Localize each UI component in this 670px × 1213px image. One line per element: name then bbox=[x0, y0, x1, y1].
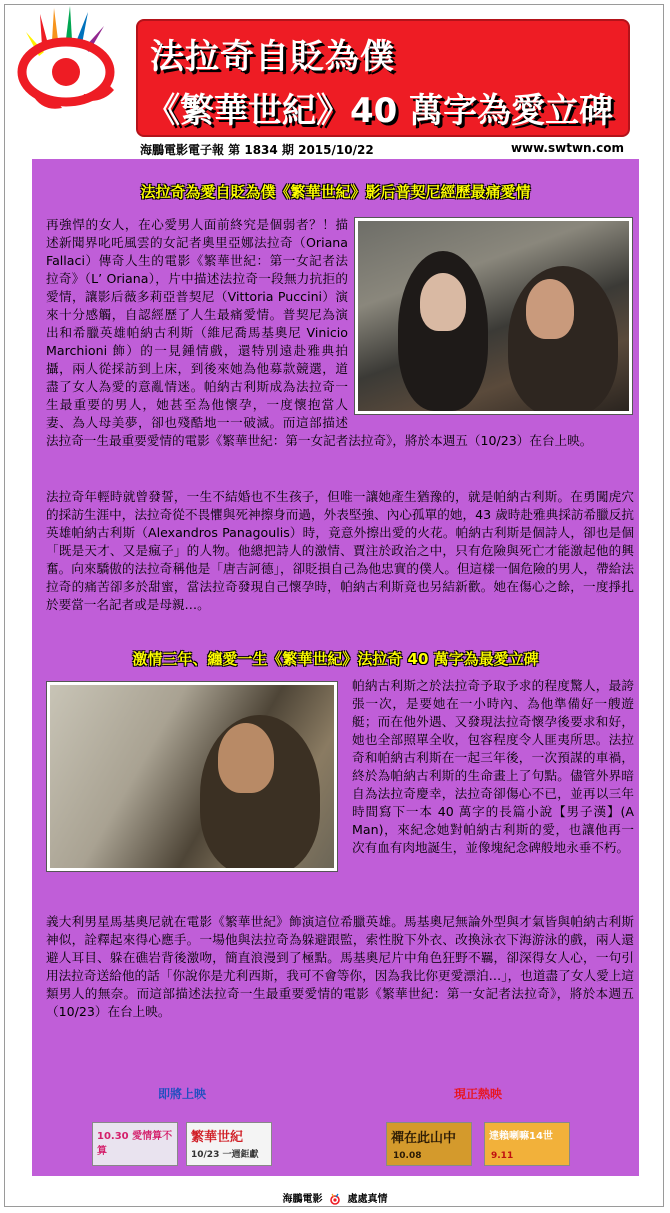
site-link[interactable]: www.swtwn.com bbox=[510, 141, 624, 155]
poster-dalai-lama[interactable] bbox=[484, 1122, 570, 1166]
footer-right-text: 處處真情 bbox=[347, 1194, 388, 1205]
paragraph-1: 再強悍的女人，在心愛男人面前終究是個弱者？！描述新聞界叱吒風雲的女記者奧里亞娜法拉奇（Oriana Fallaci）傳奇人生的電影《繁華世紀：第一女記者法拉奇》（L’ Oriana），片中描述法拉奇一段無力抗拒的愛情，讓影后薇多莉亞普契尼（Vittoria Puccini）演來十分感觸，自認經歷了人生最痛愛情。普契尼為演出和希臘英雄帕納古利斯（維尼喬馬基奧尼 Vinicio Marchioni 飾）的一見鍾情戲，還特別遠赴雅典拍攝，兩人從採訪到上床，到後來她為他募款競選，道盡了女人為愛的意亂情迷。帕納古利斯成為法拉奇一生最重要的男人，她甚至為他懷孕，一度懷抱當人妻、為人母美夢，卻也殘酷地一一破滅。而這部描述法拉奇一生最重要愛情的電影《繁華世紀：第一女記者法拉奇》，將於本週五（10/23）在台上映。 bbox=[46, 217, 593, 448]
paragraph-2: 法拉奇年輕時就曾發誓，一生不結婚也不生孩子，但唯一讓她產生猶豫的，就是帕納古利斯。在勇闖虎穴的採訪生涯中，法拉奇從不畏懼與死神擦身而過，外表堅強、內心孤單的她，43 歲時赴雅典採訪希臘反抗英雄帕納古利斯（Alexandros Panagoulis）時，竟意外擦出愛的火花。帕納古利斯是個詩人，卻也是個「既是天才、又是瘋子」的人物。他總把詩人的激情、賈注於政治之中，只有危險與死亡才能激起他的興奮。向來驕傲的法拉奇稱他是「唐吉訶德」，卻貶損自己為他忠實的僕人。但這樣一個危險的男人，帶給法拉奇的痛苦卻多於甜蜜，當法拉奇發現自己懷孕時，帕納古利斯竟也另結新歡。她在傷心之餘，一度掙扎於要當一名記者或是母親…。 bbox=[46, 489, 634, 612]
paragraph-4: 義大利男星馬基奧尼就在電影《繁華世紀》飾演這位希臘英雄。馬基奧尼無論外型與才氣皆與帕納古利斯神似，詮釋起來得心應手。一場他與法拉奇為躲避跟監，索性脫下外衣、改換泳衣下海游泳的戲，兩人還避人耳目、躲在礁岩背後激吻，簡直浪漫到了極點。馬基奧尼片中角色狂野不羈，卻深得女人心，一句引用法拉奇送給他的話「你說你是尤利西斯，我可不會等你，因為我比你更愛漂泊…」，也道盡了女人愛上這類男人的無奈。而這部描述法拉奇一生最重要愛情的電影《繁華世紀：第一女記者法拉奇》，將於本週五（10/23）在台上映。 bbox=[46, 914, 634, 1019]
footer bbox=[0, 1190, 670, 1205]
article-body bbox=[32, 159, 639, 1176]
haipeng-logo bbox=[12, 4, 124, 116]
coming-soon-label: 即將上映 bbox=[158, 1087, 207, 1101]
poster-4-date: 9.11 bbox=[491, 1151, 514, 1161]
title-banner bbox=[136, 19, 630, 137]
poster-1-title: 10.30 愛情算不算 bbox=[97, 1131, 173, 1157]
poster-4-title: 達賴喇嘛14世 bbox=[489, 1131, 553, 1142]
poster-3-title: 禪在此山中 bbox=[391, 1131, 457, 1146]
headline-2: 激情三年、纏愛一生《繁華世紀》法拉奇 40 萬字為最愛立碑 bbox=[132, 650, 539, 668]
poster-lOriana[interactable] bbox=[186, 1122, 272, 1166]
poster-zen[interactable] bbox=[386, 1122, 472, 1166]
paragraph-3: 帕納古利斯之於法拉奇予取予求的程度驚人，最誇張一次，是要她在一小時內、為他準備好一艘遊艇；而在他外遇、又發現法拉奇懷孕後要求和好，她也全部照單全收，包容程度令人匪夷所思。法拉奇和帕納古利斯在一起三年後，一次預謀的車禍，終於為帕納古利斯的生命畫上了句點。儘管外界暗自為法拉奇慶幸，法拉奇卻傷心不已，並再以三年時間寫下一本 40 萬字的長篇小說【男子漢】(A Man)，來紀念她對帕納古利斯的愛，也讓他再一次有血有肉地誕生，並像塊紀念碑般地永垂不朽。 bbox=[352, 678, 634, 855]
title-line-2: 《繁華世紀》40 萬字為愛立碑 bbox=[146, 91, 614, 131]
issue-info: 海鵬電影電子報 第 1834 期 2015/10/22 bbox=[140, 143, 374, 157]
poster-love-or-not[interactable] bbox=[92, 1122, 178, 1166]
title-line-1: 法拉奇自貶為僕 bbox=[150, 37, 395, 77]
poster-3-date: 10.08 bbox=[393, 1151, 422, 1161]
poster-2-title: 繁華世紀 bbox=[191, 1130, 244, 1145]
footer-left-text: 海鵬電影 bbox=[282, 1194, 323, 1205]
headline-1: 法拉奇為愛自貶為僕《繁華世紀》影后普契尼經歷最痛愛情 bbox=[140, 183, 531, 201]
poster-2-date: 10/23 一週鉅獻 bbox=[191, 1150, 259, 1160]
now-showing-label: 現正熱映 bbox=[454, 1087, 503, 1101]
logo-mini-icon bbox=[329, 1193, 341, 1205]
